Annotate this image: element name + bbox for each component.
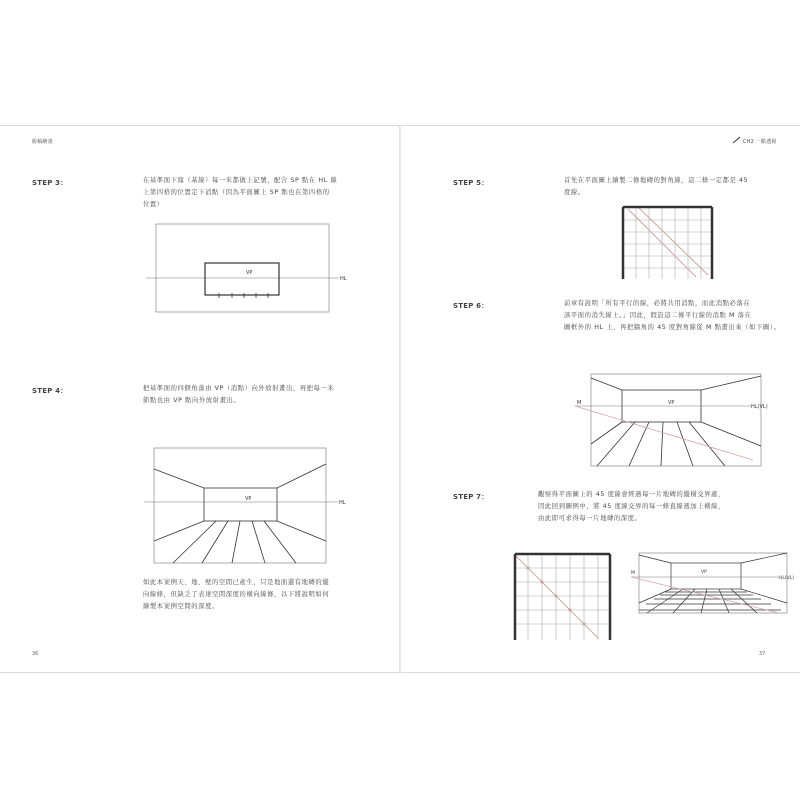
right-page-number: 37 <box>759 651 766 657</box>
step-7-hl-label: HL(VL) <box>779 576 794 581</box>
step-6-label: STEP 6： <box>453 302 489 310</box>
right-page <box>401 125 800 673</box>
step-4-label: STEP 4： <box>32 387 68 395</box>
closing-text <box>143 577 329 613</box>
step-7-m-label: M <box>631 571 635 576</box>
step-3-frame <box>156 224 329 312</box>
step-4-frame <box>154 448 326 563</box>
step-3-line-3: 位置） <box>143 201 164 208</box>
step-4-hl-label: HL <box>339 500 346 506</box>
closing-line-3: 繪製本案例空間的深度。 <box>143 603 219 610</box>
left-running-header: 脫稿繪畫 <box>32 139 53 145</box>
left-page <box>0 125 399 673</box>
step-7-line-1: 觀察得平面圖上的 45 度線會經過每一片地磚的縱橫交界處， <box>538 491 725 498</box>
step-5-line-2: 度線。 <box>564 189 585 196</box>
step-6-vp-label: VP <box>668 400 675 406</box>
step-3-text <box>143 175 337 211</box>
step-6-line-1: 前章有說明「所有平行的線，必將共用消點，而此消點必落在 <box>564 300 751 307</box>
step-4-text <box>143 383 334 407</box>
step-6-figure <box>573 370 795 470</box>
step-4-vp-label: VP <box>245 496 252 502</box>
closing-line-1: 如此本案例天、地、壁的空間已產生，只是地面還有地磚的縱 <box>143 579 330 586</box>
step-3-label: STEP 3： <box>32 179 68 187</box>
step-3-hl-label: HL <box>340 276 347 282</box>
closing-line-2: 向線條，但缺乏了表達空間深度的橫向線條，以下將說明如何 <box>143 591 330 598</box>
step-3-line-1: 在基準面下緣（基線）每一米都做上記號，配合 SP 點在 HL 線 <box>143 177 338 184</box>
step-7-vp-label: VP <box>701 570 707 575</box>
step-7-diagonal-from-m <box>631 577 779 613</box>
step-3-figure <box>140 220 360 315</box>
step-6-hl-label: HL(VL) <box>751 404 768 410</box>
step-6-text <box>564 298 780 334</box>
step-4-line-2: 節點也由 VP 點向外放射畫出。 <box>143 397 241 404</box>
step-3-base-plane <box>205 263 279 295</box>
step-3-vp-label: VP <box>246 270 253 276</box>
step-6-perspective-lines <box>591 376 761 466</box>
step-7-text <box>538 489 725 525</box>
step-6-line-2: 該平面的消失線上。」因此，假設這二條平行線的消點 M 落在 <box>564 312 752 319</box>
left-page-number: 36 <box>32 651 39 657</box>
step-5-text <box>564 175 748 199</box>
step-5-diagonals <box>628 207 708 277</box>
step-4-perspective-lines <box>154 464 326 563</box>
step-7-figure <box>629 551 799 617</box>
step-7-plan-grid <box>510 550 614 644</box>
step-6-m-label: M <box>577 400 582 406</box>
step-5-label: STEP 5： <box>453 179 489 187</box>
step-5-line-1: 首先在平面圖上繪製二條地磚的對角線，這二條一定都是 45 <box>564 177 749 184</box>
right-running-header: CH2 一點透視 <box>743 139 777 145</box>
step-5-plan-grid <box>617 203 717 283</box>
step-7-label: STEP 7： <box>453 493 489 501</box>
step-7-tile-grid <box>515 554 610 640</box>
step-6-line-3: 圖框外的 HL 上，再把牆角的 45 度對角線從 M 點畫出來（如下圖）。 <box>564 324 781 331</box>
step-7-line-3: 由此即可求得每一片地磚的深度。 <box>538 515 642 522</box>
step-3-line-2: 上第四格的位置定下消點（因為平面圖上 SP 點也在第四格的 <box>143 189 330 196</box>
pencil-slash-icon <box>732 136 742 144</box>
step-4-figure <box>140 443 360 568</box>
step-7-line-2: 因此回到圖例中，將 45 度線交界的每一條直線遞加上橫線， <box>538 503 725 510</box>
step-6-diagonal-from-m <box>575 406 753 460</box>
step-4-line-1: 把基準面的四個角落由 VP（消點）向外放射畫出，再把每一米 <box>143 385 335 392</box>
